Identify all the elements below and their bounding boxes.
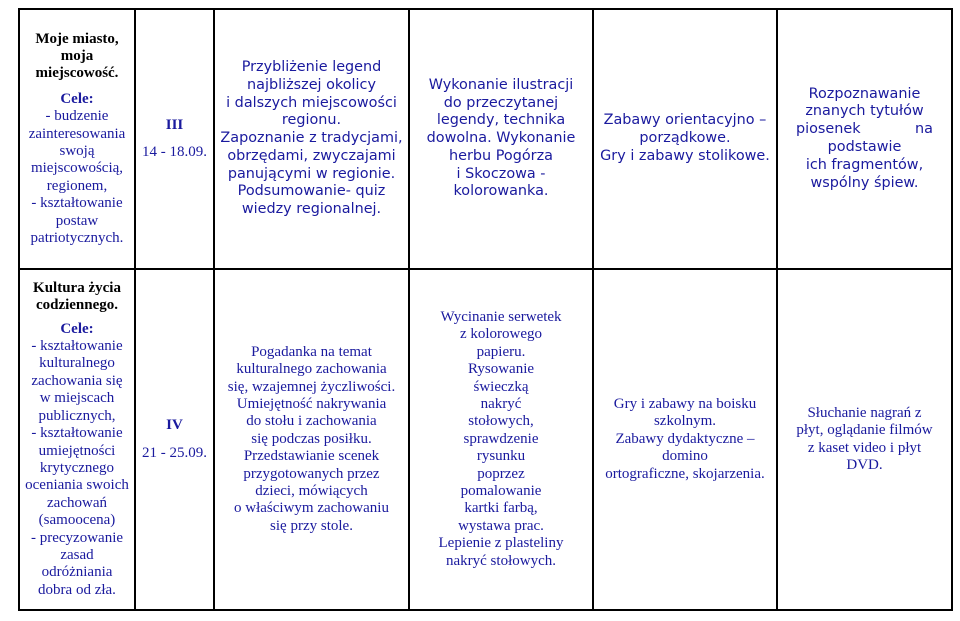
topic-cell — [19, 269, 135, 610]
goals: Cele: - kształtowanie kulturalnego zachowania się w miejscach publicznych, - kształtowanie umiejętności krytycznego oceniania swoich zachowań (samoocena) - precyzowanie zasad odróżniania dobra od zła. — [25, 320, 129, 598]
week-cell — [135, 9, 214, 269]
table-row — [19, 269, 952, 610]
table-row — [19, 9, 952, 269]
activities-cell-c: Gry i zabawy na boisku szkolnym. Zabawy dydaktyczne – domino ortograficzne, skojarzenia. — [593, 269, 777, 610]
activities-cell-d: Rozpoznawanie znanych tytułów piosenek na podstawie ich fragmentów, wspólny śpiew. — [777, 9, 952, 269]
topic-cell — [19, 9, 135, 269]
week-number: III — [165, 116, 184, 133]
activities-cell-b: Wykonanie ilustracji do przeczytanej legendy, technika dowolna. Wykonanie herbu Pogórza i Skoczowa - kolorowanka. — [409, 9, 593, 269]
week-cell — [135, 269, 214, 610]
activities-cell-d: Słuchanie nagrań z płyt, oglądanie filmów z kaset video i płyt DVD. — [777, 269, 952, 610]
week-number: IV — [166, 417, 183, 434]
activities-cell-c: Zabawy orientacyjno – porządkowe. Gry i zabawy stolikowe. — [593, 9, 777, 269]
activities-cell-a: Przybliżenie legend najbliższej okolicy i dalszych miejscowości regionu. Zapoznanie z tradycjami, obrzędami, zwyczajami panującymi w regionie. Podsumowanie- quiz wiedzy regionalnej. — [214, 9, 409, 269]
week-dates: 14 - 18.09. — [142, 144, 207, 160]
topic-title: Kultura życia codziennego. — [33, 279, 121, 314]
activities-cell-b: Wycinanie serwetek z kolorowego papieru. Rysowanie świeczką nakryć stołowych, sprawdzenie rysunku poprzez pomalowanie kartki farbą, wystawa prac. Lepienie z plasteliny nakryć stołowych. — [409, 269, 593, 610]
topic-title: Moje miasto, moja miejscowość. — [35, 30, 119, 82]
lesson-plan-table — [18, 8, 953, 611]
goals: Cele: - budzenie zainteresowania swoją miejscowością, regionem, - kształtowanie postaw patriotycznych. — [28, 90, 126, 247]
activities-cell-a: Pogadanka na temat kulturalnego zachowania się, wzajemnej życzliwości. Umiejętność nakrywania do stołu i zachowania się podczas posiłku. Przedstawianie scenek przygotowanych przez dzieci, mówiących o właściwym zachowaniu się przy stole. — [214, 269, 409, 610]
week-dates: 21 - 25.09. — [142, 444, 207, 461]
